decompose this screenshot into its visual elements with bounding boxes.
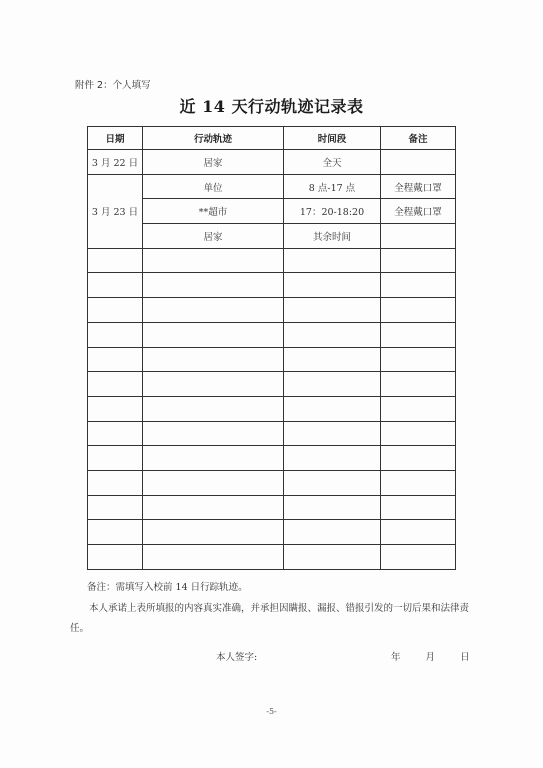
cell-time xyxy=(284,322,381,347)
cell-time: 8 点-17 点 xyxy=(284,174,381,199)
cell-time xyxy=(284,273,381,298)
cell-date xyxy=(88,446,143,471)
cell-remark xyxy=(381,224,456,249)
cell-time: 其余时间 xyxy=(284,224,381,249)
cell-track xyxy=(143,421,284,446)
cell-remark xyxy=(381,446,456,471)
cell-track xyxy=(143,372,284,397)
header-time: 时间段 xyxy=(284,127,381,150)
month-label: 月 xyxy=(425,652,436,663)
empty-table-row xyxy=(88,421,456,446)
cell-track xyxy=(143,347,284,372)
cell-date: 3 月 23 日 xyxy=(88,174,143,248)
empty-table-row xyxy=(88,446,456,471)
cell-track xyxy=(143,495,284,520)
cell-time: 全天 xyxy=(284,150,381,175)
cell-time xyxy=(284,470,381,495)
cell-track: 单位 xyxy=(143,174,284,199)
cell-track xyxy=(143,446,284,471)
cell-date xyxy=(88,520,143,545)
cell-track xyxy=(143,298,284,323)
note-text: 备注：需填写入校前 14 日行踪轨迹。 xyxy=(87,582,248,593)
page-title: 近 14 天行动轨迹记录表 xyxy=(179,97,364,116)
table-header-row xyxy=(88,127,456,150)
cell-track: 居家 xyxy=(143,150,284,175)
header-date: 日期 xyxy=(88,127,143,150)
empty-table-row xyxy=(88,396,456,421)
attachment-label: 附件 2：个人填写 xyxy=(75,80,151,91)
cell-time xyxy=(284,372,381,397)
cell-remark xyxy=(381,545,456,570)
year-label: 年 xyxy=(391,652,401,663)
cell-time xyxy=(284,421,381,446)
signature-label: 本人签字: xyxy=(216,652,258,663)
cell-remark xyxy=(381,372,456,397)
cell-time xyxy=(284,495,381,520)
table-row xyxy=(88,150,456,175)
table-row xyxy=(88,199,456,224)
table-row xyxy=(88,224,456,249)
empty-table-row xyxy=(88,372,456,397)
cell-track xyxy=(143,322,284,347)
empty-table-row xyxy=(88,520,456,545)
cell-remark xyxy=(381,396,456,421)
cell-time xyxy=(284,248,381,273)
cell-track xyxy=(143,520,284,545)
cell-time: 17：20-18:20 xyxy=(284,199,381,224)
cell-date xyxy=(88,421,143,446)
track-record-table xyxy=(87,126,456,570)
header-track: 行动轨迹 xyxy=(143,127,284,150)
table-row xyxy=(88,174,456,199)
cell-track xyxy=(143,470,284,495)
cell-date xyxy=(88,248,143,273)
cell-remark xyxy=(381,248,456,273)
cell-track xyxy=(143,396,284,421)
cell-remark: 全程戴口罩 xyxy=(381,174,456,199)
cell-date xyxy=(88,298,143,323)
cell-remark: 全程戴口罩 xyxy=(381,199,456,224)
header-remark: 备注 xyxy=(381,127,456,150)
empty-table-row xyxy=(88,470,456,495)
cell-date xyxy=(88,273,143,298)
cell-remark xyxy=(381,470,456,495)
empty-table-row xyxy=(88,545,456,570)
date-line xyxy=(391,649,470,663)
cell-date xyxy=(88,396,143,421)
cell-date xyxy=(88,545,143,570)
empty-table-row xyxy=(88,495,456,520)
cell-track xyxy=(143,273,284,298)
cell-date xyxy=(88,495,143,520)
cell-date xyxy=(88,372,143,397)
cell-time xyxy=(284,520,381,545)
cell-time xyxy=(284,396,381,421)
empty-table-row xyxy=(88,298,456,323)
cell-remark xyxy=(381,520,456,545)
cell-track: **超市 xyxy=(143,199,284,224)
cell-date xyxy=(88,322,143,347)
cell-track xyxy=(143,545,284,570)
cell-time xyxy=(284,545,381,570)
cell-date xyxy=(88,470,143,495)
cell-remark xyxy=(381,421,456,446)
cell-time xyxy=(284,298,381,323)
cell-remark xyxy=(381,322,456,347)
cell-time xyxy=(284,347,381,372)
page-number: -5- xyxy=(266,707,277,716)
cell-remark xyxy=(381,150,456,175)
cell-date xyxy=(88,347,143,372)
cell-remark xyxy=(381,495,456,520)
empty-table-row xyxy=(88,347,456,372)
empty-table-row xyxy=(88,248,456,273)
empty-table-row xyxy=(88,273,456,298)
promise-text: 本人承诺上表所填报的内容真实准确，并承担因瞒报、漏报、错报引发的一切后果和法律责任。 xyxy=(70,603,470,634)
cell-remark xyxy=(381,298,456,323)
cell-track xyxy=(143,248,284,273)
cell-remark xyxy=(381,273,456,298)
cell-date: 3 月 22 日 xyxy=(88,150,143,175)
cell-remark xyxy=(381,347,456,372)
day-label: 日 xyxy=(460,652,470,663)
cell-track: 居家 xyxy=(143,224,284,249)
empty-table-row xyxy=(88,322,456,347)
cell-time xyxy=(284,446,381,471)
